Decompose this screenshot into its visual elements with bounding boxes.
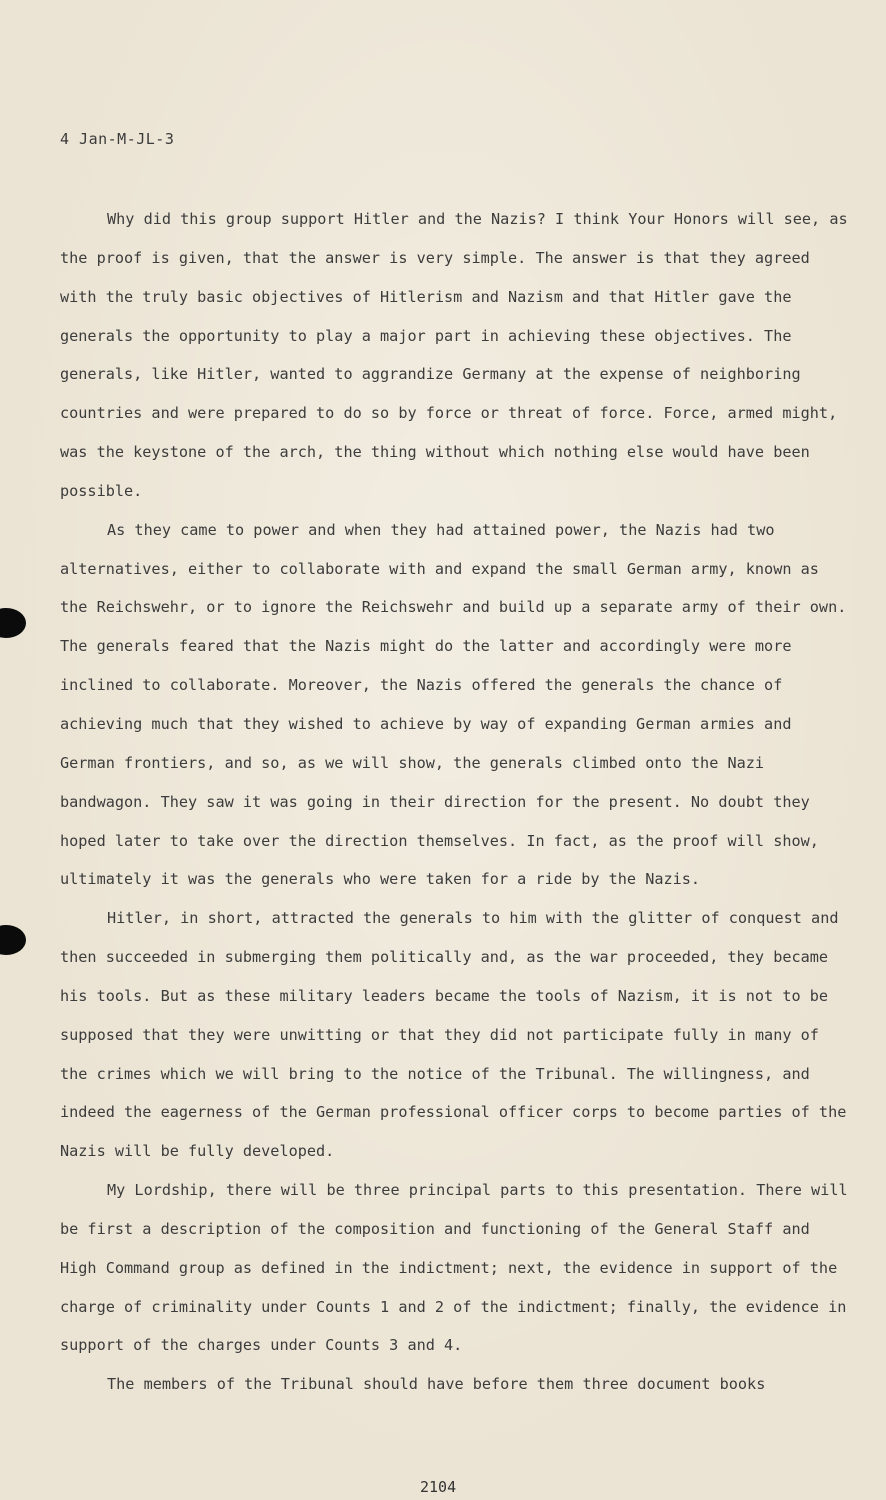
document-reference: 4 Jan-M-JL-3 xyxy=(60,130,175,148)
paragraph-2: As they came to power and when they had attained power, the Nazis had two alternatives, either to collaborate with and expand the small German army, known as the Reichswehr, or to ignore the Reichswehr and build up a separate army of their own. The generals feared that the Nazis might do the latter and accordingly were more inclined to collaborate. Moreover, the Nazis offered the generals the chance of achieving much that they wished to achieve by way of expanding German armies and German frontiers, and so, as we will show, the generals climbed onto the Nazi bandwagon. They saw it was going in their direction for the present. No doubt they hoped later to take over the direction themselves. In fact, as the proof will show, ultimately it was the generals who were taken for a ride by the Nazis. xyxy=(60,520,847,889)
paragraph-1: Why did this group support Hitler and the Nazis? I think Your Honors will see, as the proof is given, that the answer is very simple. The answer is that they agreed with the truly basic objectives of Hitlerism and Nazism and that Hitler gave the generals the opportunity to play a major part in achieving these objectives. The generals, like Hitler, wanted to aggrandize Germany at the expense of neighboring countries and were prepared to do so by force or threat of force. Force, armed might, was the keystone of the arch, the thing without which nothing else would have been possible. xyxy=(60,210,848,500)
punch-hole-lower xyxy=(0,925,26,955)
paragraph-3: Hitler, in short, attracted the generals to him with the glitter of conquest and then succeeded in submerging them politically and, as the war proceeded, they became his tools. But as these military leaders became the tools of Nazism, it is not to be supposed that they were unwitting or that they did not participate fully in many of the crimes which we will bring to the notice of the Tribunal. The willingness, and indeed the eagerness of the German professional officer corps to become parties of the Nazis will be fully developed. xyxy=(60,909,847,1161)
paragraph-5: The members of the Tribunal should have before them three document books xyxy=(107,1375,766,1394)
paragraph-4: My Lordship, there will be three principal parts to this presentation. There will be first a description of the composition and functioning of the General Staff and High Command group as defined in the indictment; next, the evidence in support of the charge of criminality under Counts 1 and 2 of the indictment; finally, the evidence in support of the charges under Counts 3 and 4. xyxy=(60,1181,848,1355)
document-body xyxy=(60,200,850,1404)
punch-hole-upper xyxy=(0,608,26,638)
page-number: 2104 xyxy=(420,1478,457,1496)
